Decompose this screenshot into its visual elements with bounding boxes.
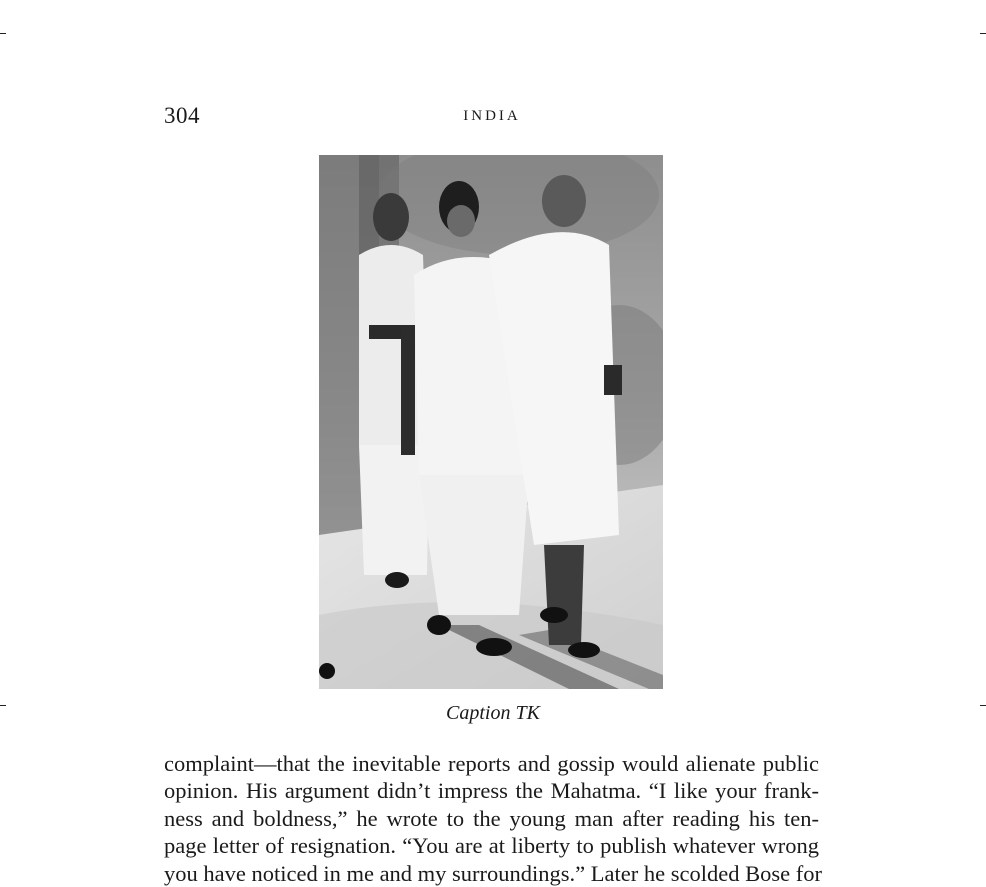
- body-line: opinion. His argument didn’t impress the Mahatma. “I like your frank-: [164, 778, 819, 804]
- body-text: [164, 750, 822, 887]
- figure-caption: Caption TK: [446, 702, 540, 724]
- body-line: ness and boldness,” he wrote to the young man after reading his ten-: [164, 805, 819, 831]
- figure-photo: [319, 155, 663, 689]
- body-line: complaint—that the inevitable reports and gossip would alienate public: [164, 751, 819, 776]
- body-line: you have noticed in me and my surroundings.” Later he scolded Bose for: [164, 860, 822, 886]
- running-head: INDIA: [463, 108, 521, 124]
- body-line: page letter of resignation. “You are at liberty to publish whatever wrong: [164, 833, 819, 859]
- crop-mark-top-left: [0, 33, 6, 34]
- photo-three-people-walking-icon: [319, 155, 663, 689]
- page-number: 304: [164, 103, 200, 128]
- crop-mark-top-right: [980, 33, 986, 34]
